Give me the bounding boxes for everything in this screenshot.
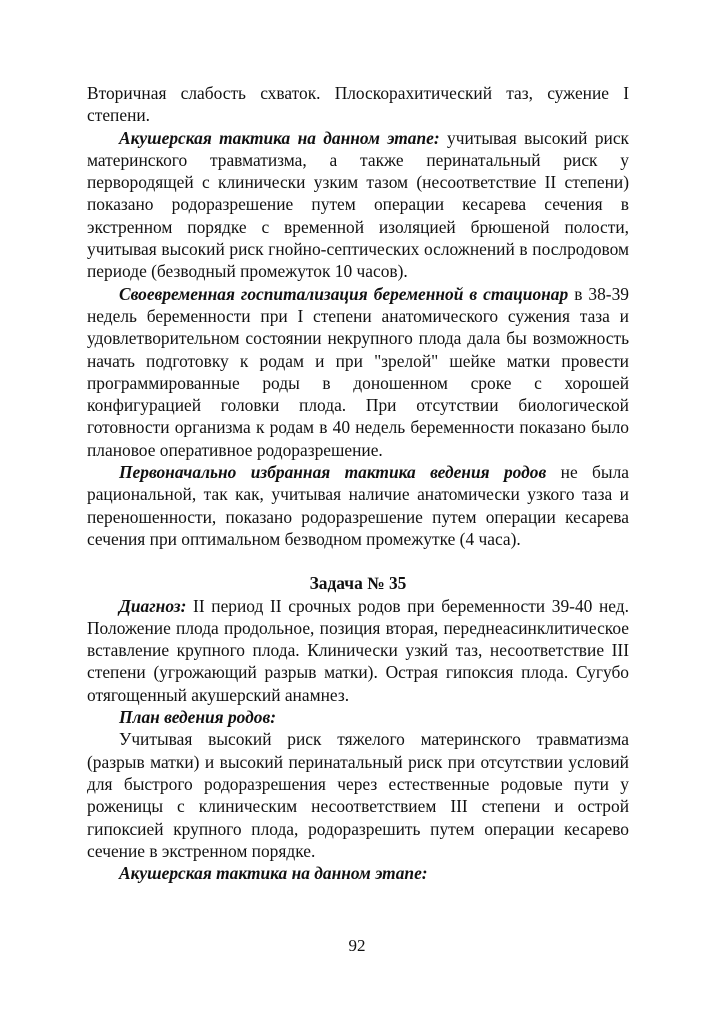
paragraph-intro-text: Вторичная слабость схваток. Плоскорахитический таз, сужение I степени.	[87, 83, 629, 126]
paragraph-intro	[87, 82, 629, 127]
paragraph-obstetric-tactics	[87, 127, 629, 283]
initial-tactics-text: не была рациональной, так как, учитывая наличие анатомически узкого таза и переношенности, показано родоразрешение путем операции кесарева сечения при оптимальном безводном промежутке (4 часа).	[87, 462, 629, 549]
initial-tactics-lead: Первоначально избранная тактика ведения родов	[119, 462, 547, 483]
tactic-heading: Акушерская тактика на данном этапе:	[119, 863, 428, 884]
plan-heading: План ведения родов:	[119, 707, 277, 728]
paragraph-hospitalization	[87, 283, 629, 461]
diagnosis-lead: Диагноз:	[119, 595, 187, 616]
hospitalization-text: в 38-39 недель беременности при I степени анатомического сужения таза и удовлетворительном состоянии некрупного плода дала бы возможность начать подготовку к родам и при "зрелой" шейке матки провести программированные роды в доношенном сроке с хорошей конфигурацией головки плода. При отсутствии биологической готовности организма к родам в 40 недель беременности показано было плановое оперативное родоразрешение.	[87, 283, 629, 460]
paragraph-diagnosis	[87, 595, 629, 706]
document-page	[87, 82, 629, 884]
diagnosis-text: II период II срочных родов при беременности 39-40 нед. Положение плода продольное, позиция вторая, переднеасинклитическое вставление крупного плода. Клинически узкий таз, несоответствие III степени (угрожающий разрыв матки). Острая гипоксия плода. Сугубо отягощенный акушерский анамнез.	[87, 595, 629, 705]
paragraph-plan	[87, 728, 629, 862]
paragraph-initial-tactics	[87, 461, 629, 550]
plan-text: Учитывая высокий риск тяжелого материнского травматизма (разрыв матки) и высокий перинатальный риск при отсутствии условий для быстрого родоразрешения через естественные родовые пути у роженицы с клиническим несоответствием III степени и острой гипоксией крупного плода, родоразрешить путем операции кесарево сечение в экстренном порядке.	[87, 729, 629, 861]
task-heading: Задача № 35	[309, 573, 407, 594]
obstetric-tactics-lead: Акушерская тактика на данном этапе:	[119, 127, 440, 148]
hospitalization-lead: Своевременная госпитализация беременной в стационар	[119, 283, 569, 304]
page-number: 92	[348, 936, 366, 955]
obstetric-tactics-text: учитывая высокий риск материнского травматизма, а также перинатальный риск у первородящей с клинически узким тазом (несоответствие II степени) показано родоразрешение путем операции кесарева сечения в экстренном порядке с временной изоляцией брюшеной полости, учитывая высокий риск гнойно-септических осложнений в послродовом периоде (безводный промежуток 10 часов).	[87, 127, 629, 282]
